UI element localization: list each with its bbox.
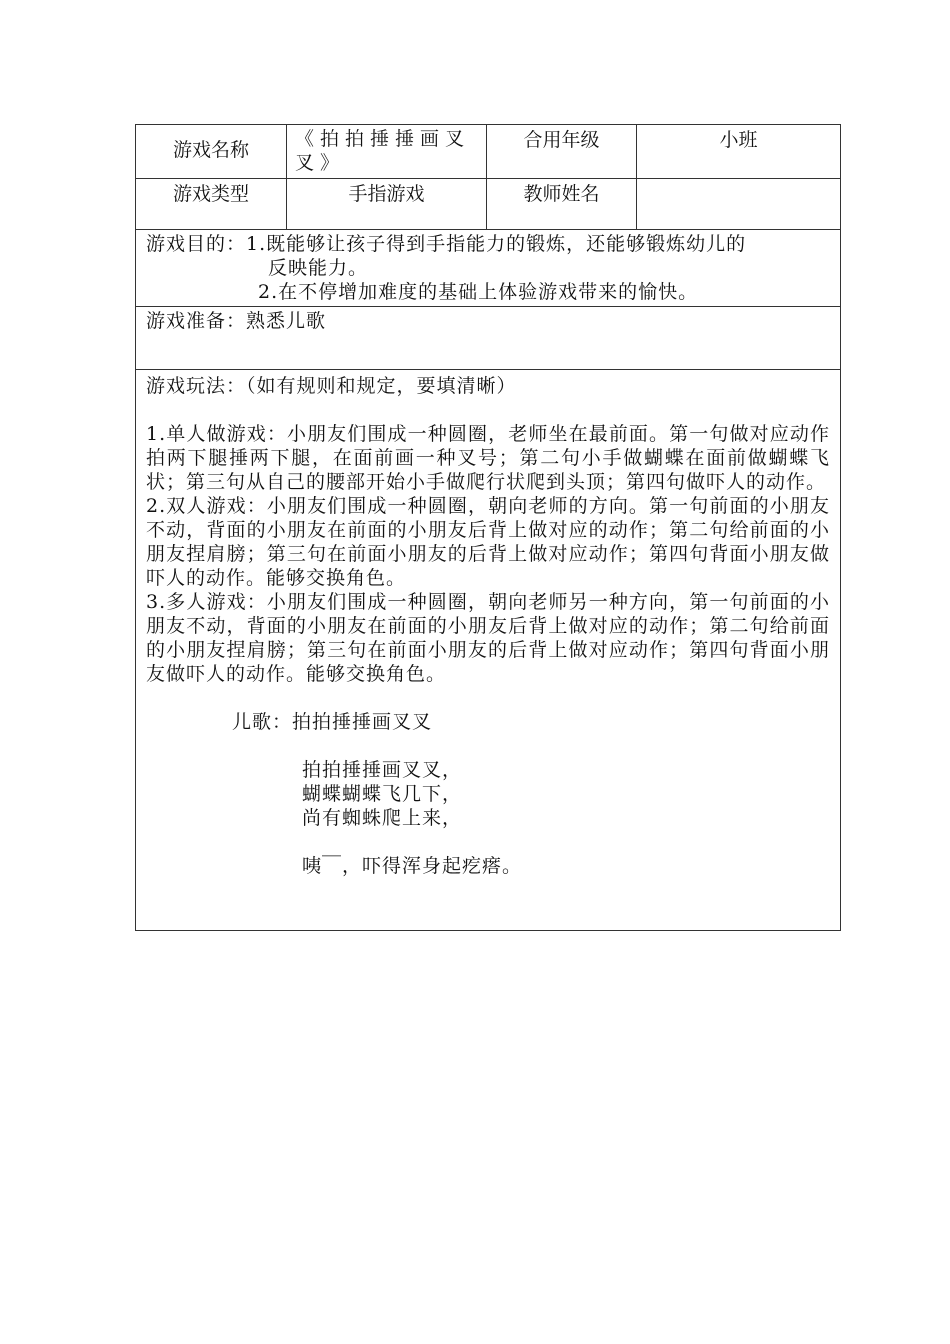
song-line-2: 蝴蝶蝴蝶飞几下， bbox=[302, 783, 463, 805]
play-rule-1: 1.单人做游戏：小朋友们围成一种圆圈，老师坐在最前面。第一句做对应动作拍两下腿捶两下腿，在面前画一种叉号；第二句小手做蝴蝶在面前做蝴蝶飞状；第三句从自己的腰部开始小手做爬行状爬到头顶；第四句做吓人的动作。 bbox=[146, 423, 830, 493]
table-row bbox=[136, 230, 841, 307]
game-type-value: 手指游戏 bbox=[287, 179, 487, 230]
game-plan-table bbox=[135, 124, 841, 931]
goal-line-3: 2.在不停增加难度的基础上体验游戏带来的愉快。 bbox=[258, 281, 699, 303]
table-row bbox=[136, 125, 841, 179]
game-name-value: 《拍拍捶捶画叉叉》 bbox=[287, 125, 487, 179]
teacher-value bbox=[637, 179, 841, 230]
game-name-label: 游戏名称 bbox=[172, 139, 249, 161]
game-type-label: 游戏类型 bbox=[136, 179, 287, 230]
song-line-4: 咦￣，吓得浑身起疙瘩。 bbox=[302, 855, 523, 877]
game-prep-cell bbox=[136, 307, 841, 370]
game-play-cell bbox=[136, 370, 841, 931]
table-row bbox=[136, 179, 841, 230]
game-plan-form bbox=[135, 124, 840, 931]
grade-value: 小班 bbox=[637, 125, 841, 179]
table-row bbox=[136, 370, 841, 931]
grade-label: 合用年级 bbox=[487, 125, 637, 179]
song-line-3: 尚有蜘蛛爬上来， bbox=[302, 807, 463, 829]
table-row bbox=[136, 307, 841, 370]
song-title: 儿歌：拍拍捶捶画叉叉 bbox=[232, 711, 433, 733]
goal-line-2: 反映能力。 bbox=[268, 257, 369, 279]
play-rule-2: 2.双人游戏：小朋友们围成一种圆圈，朝向老师的方向。第一句前面的小朋友不动，背面的小朋友在前面的小朋友后背上做对应的动作；第二句给前面的小朋友捏肩膀；第三句在前面小朋友的后背上做对应动作；第四句背面小朋友做吓人的动作。能够交换角色。 bbox=[146, 495, 830, 589]
game-name-label-cell bbox=[136, 125, 287, 179]
game-goal-cell bbox=[136, 230, 841, 307]
play-rule-3: 3.多人游戏：小朋友们围成一种圆圈，朝向老师另一种方向，第一句前面的小朋友不动，背面的小朋友在前面的小朋友后背上做对应的动作；第二句给前面的小朋友捏肩膀；第三句在前面小朋友的后背上做对应动作；第四句背面小朋友做吓人的动作。能够交换角色。 bbox=[146, 591, 830, 685]
goal-line-1: 游戏目的：1.既能够让孩子得到手指能力的锻炼，还能够锻炼幼儿的 bbox=[146, 233, 747, 255]
teacher-label: 教师姓名 bbox=[487, 179, 637, 230]
prep-text: 游戏准备：熟悉儿歌 bbox=[146, 310, 327, 332]
play-heading: 游戏玩法：（如有规则和规定，要填清晰） bbox=[146, 375, 517, 397]
song-line-1: 拍拍捶捶画叉叉， bbox=[302, 759, 463, 781]
